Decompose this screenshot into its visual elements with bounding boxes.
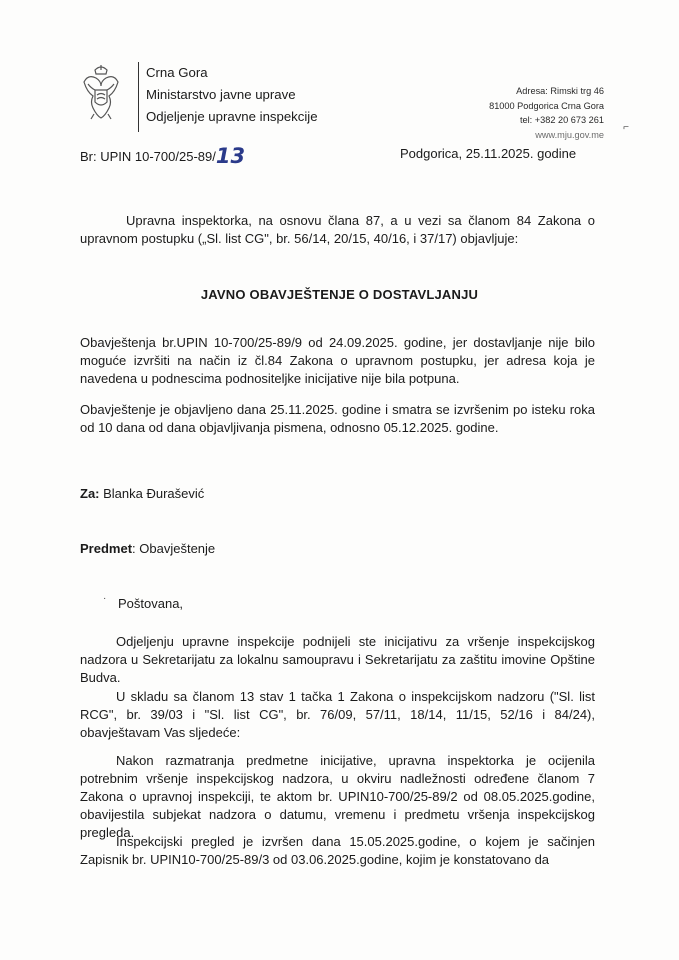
recipient-label: Za: (80, 486, 100, 501)
dot-mark: · (103, 593, 107, 604)
country-name: Crna Gora (146, 65, 208, 80)
subject-line: Predmet: Obavještenje (80, 541, 216, 556)
handwritten-number: 13 (215, 144, 246, 168)
body-paragraph-2: U skladu sa članom 13 stav 1 tačka 1 Zakona o inspekcijskom nadzoru ("Sl. list RCG", br. 39/03 i "Sl. list CG", br. 76/09, 57/11, 18/14, 11/15, 52/16 i 84/24), obavještavam Vas sljedeće: (80, 689, 595, 740)
contact-website: www.mju.gov.me (535, 129, 604, 140)
header-divider (138, 62, 139, 132)
body-paragraph-4: Inspekcijski pregled je izvršen dana 15.05.2025.godine, o kojem je sačinjen Zapisnik br. UPIN10-700/25-89/3 od 03.06.2025.godine, kojim je konstatovano da (80, 834, 595, 867)
institution-name (146, 62, 318, 128)
recipient-line (80, 486, 204, 501)
notice-paragraph-1: Obavještenja br.UPIN 10-700/25-89/9 od 24.09.2025. godine, jer dostavljanje nije bilo moguće izvršiti na način iz čl.84 Zakona o upravnom postupku, jer adresa koja je navedena u podnescima podnositeljke inicijative nije bila potpuna. (80, 335, 595, 386)
contact-block (489, 84, 604, 142)
subject-label: Predmet (80, 541, 133, 556)
recipient-name: Blanka Đurašević (103, 486, 205, 501)
reference-number-text: Br: UPIN 10-700/25-89/ (80, 149, 216, 164)
coat-of-arms-icon (80, 64, 122, 122)
notice-paragraph-2: Obavještenje je objavljeno dana 25.11.2025. godine i smatra se izvršenim po isteku roka od 10 dana od dana objavljivanja pismena, odnosno 05.12.2025. godine. (80, 402, 595, 435)
contact-phone: tel: +382 20 673 261 (519, 115, 604, 126)
salutation: Poštovana, (118, 596, 184, 611)
reference-number (80, 144, 245, 168)
department-name: Odjeljenje upravne inspekcije (146, 109, 318, 124)
body-paragraph-1: Odjeljenju upravne inspekcije podnijeli ste inicijativu za vršenje inspekcijskog nadzora u Sekretarijatu za lokalnu samoupravu i Sekretarijatu za zaštitu imovine Opštine Budva. (80, 634, 595, 685)
body-paragraph-3: Nakon razmatranja predmetne inicijative, upravna inspektorka je ocijenila potrebnim vršenje inspekcijskog nadzora, u okviru nadležnosti određene članom 7 Zakona o upravnoj inspekciji, te aktom br. UPIN10-700/25-89/2 od 08.05.2025.godine, obavijestila subjekat nadzora o datumu, vremenu i predmetu vršenja inspekcijskog pregleda. (80, 753, 595, 840)
contact-city: 81000 Podgorica Crna Gora (489, 100, 604, 111)
document-title: JAVNO OBAVJEŠTENJE O DOSTAVLJANJU (200, 287, 479, 302)
subject-value: Obavještenje (139, 541, 216, 556)
document-date: Podgorica, 25.11.2025. godine (400, 146, 577, 161)
intro-paragraph: Upravna inspektorka, na osnovu člana 87, a u vezi sa članom 84 Zakona o upravnom postupku („Sl. list CG", br. 56/14, 20/15, 40/16, i 37/17) objavljuje: (80, 213, 595, 246)
contact-address: Adresa: Rimski trg 46 (516, 86, 604, 96)
ministry-name: Ministarstvo javne uprave (146, 87, 296, 102)
corner-mark: ⌐ (623, 122, 629, 133)
